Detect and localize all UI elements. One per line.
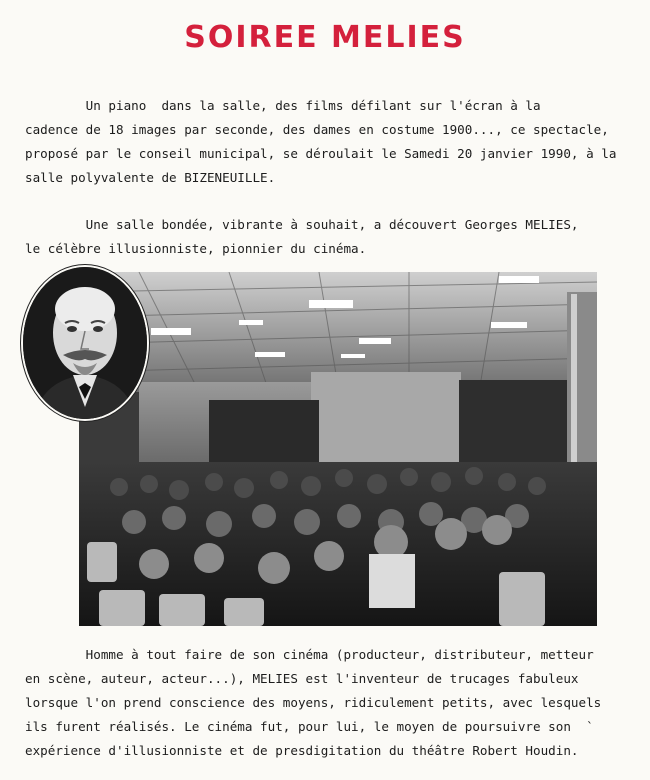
text-line: Homme à tout faire de son cinéma (producteur, distributeur, metteur — [25, 647, 594, 662]
text-line: lorsque l'on prend conscience des moyens, ridiculement petits, avec lesquels — [25, 695, 602, 710]
text-line: expérience d'illusionniste et de presdigitation du théâtre Robert Houdin. — [25, 743, 579, 758]
text-line: salle polyvalente de BIZENEUILLE. — [25, 170, 276, 185]
text-line: cadence de 18 images par seconde, des dames en costume 1900..., ce spectacle, — [25, 122, 609, 137]
text-line: ils furent réalisés. Le cinéma fut, pour lui, le moyen de poursuivre son ` — [25, 719, 594, 734]
intro-paragraph — [25, 94, 645, 190]
second-paragraph — [25, 213, 645, 261]
text-line: Une salle bondée, vibrante à souhait, a découvert Georges MELIES, — [25, 217, 579, 232]
text-line: proposé par le conseil municipal, se déroulait le Samedi 20 janvier 1990, à la — [25, 146, 617, 161]
page-title: SOIREE MELIES — [184, 20, 466, 55]
audience-photo-graphic — [79, 272, 597, 626]
portrait-graphic — [23, 267, 147, 419]
text-line: le célèbre illusionniste, pionnier du cinéma. — [25, 241, 367, 256]
text-line: en scène, auteur, acteur...), MELIES est l'inventeur de trucages fabuleux — [25, 671, 579, 686]
audience-photo — [79, 272, 597, 626]
melies-portrait — [21, 265, 149, 421]
text-line: Un piano dans la salle, des films défilant sur l'écran à la — [25, 98, 541, 113]
closing-paragraph — [25, 643, 645, 763]
